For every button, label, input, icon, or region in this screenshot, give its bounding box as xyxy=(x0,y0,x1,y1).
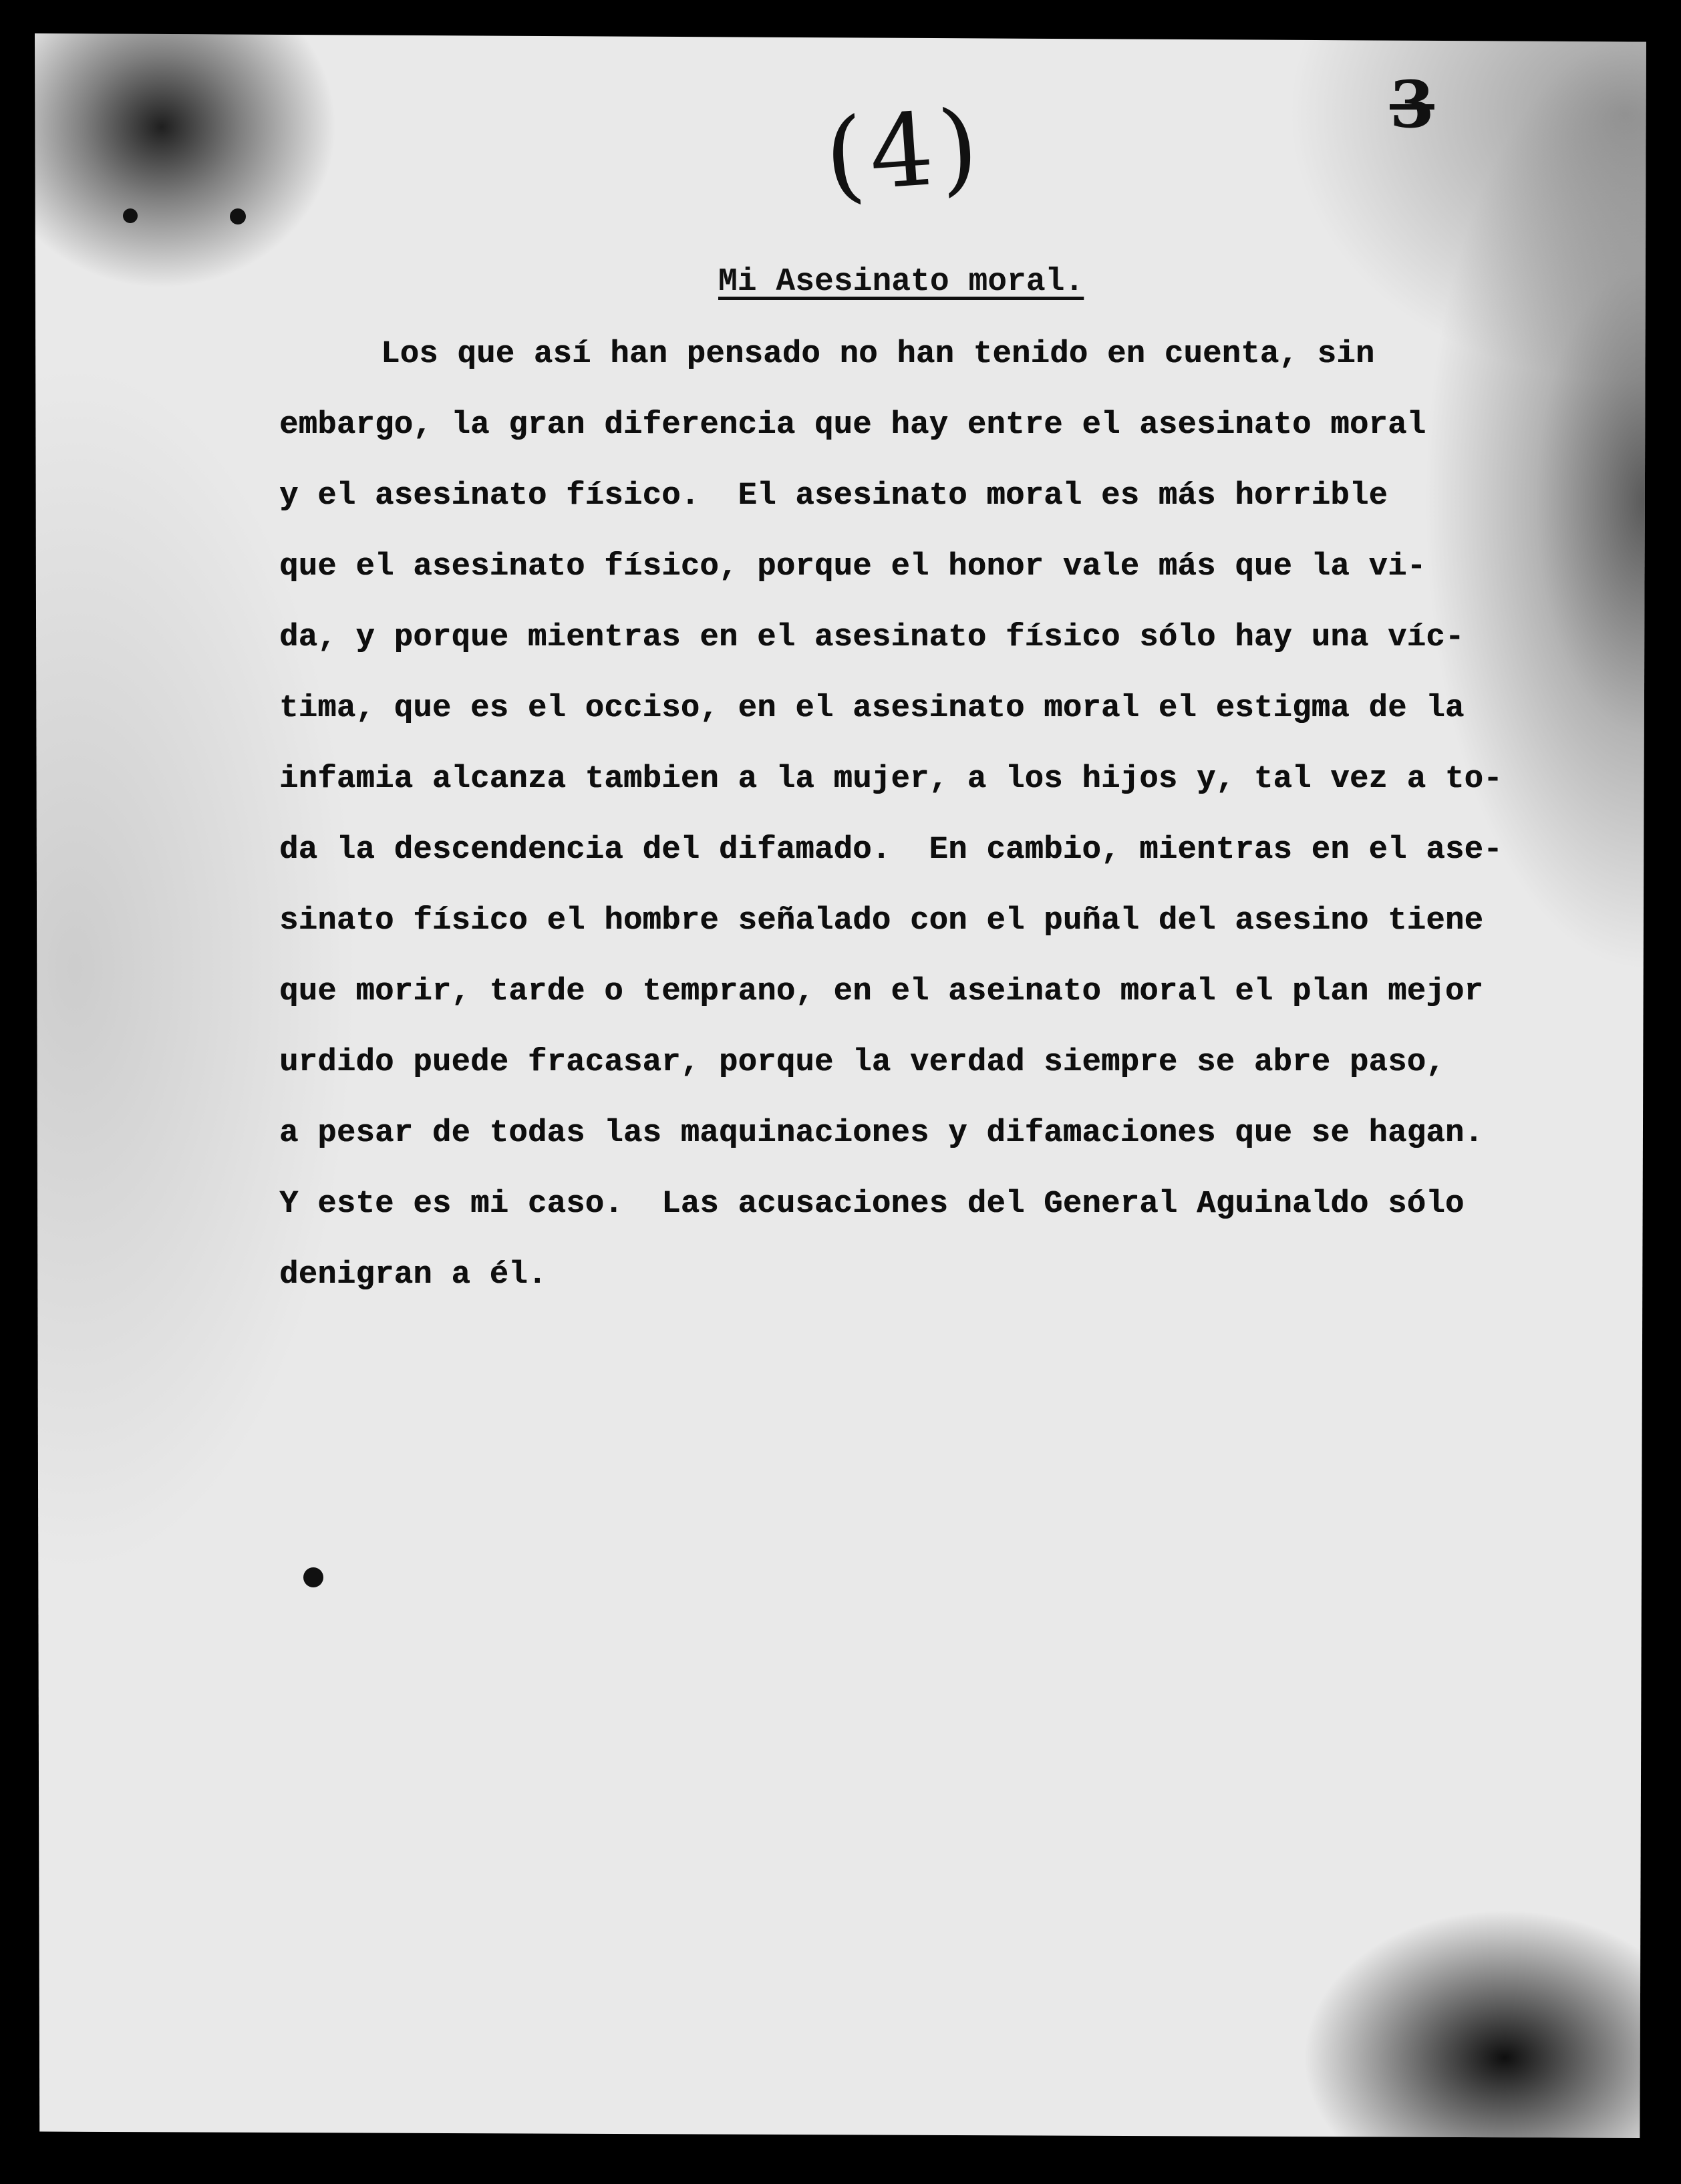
ink-spot xyxy=(123,208,138,223)
text-line: embargo, la gran diferencia que hay entre el asesinato moral xyxy=(279,408,1426,443)
text-line: Los que así han pensado no han tenido en cuenta, sin xyxy=(381,337,1375,372)
document-title: Mi Asesinato moral. xyxy=(718,264,1084,300)
text-line: y el asesinato físico. El asesinato moral es más horrible xyxy=(279,478,1388,514)
text-line: sinato físico el hombre señalado con el puñal del asesino tiene xyxy=(279,903,1484,939)
ink-spot xyxy=(303,1567,323,1587)
corner-page-mark: 3 xyxy=(1390,67,1434,142)
text-line: Y este es mi caso. Las acusaciones del General Aguinaldo sólo xyxy=(279,1187,1465,1222)
text-line: denigran a él. xyxy=(279,1257,547,1293)
text-line: que morir, tarde o temprano, en el aseinato moral el plan mejor xyxy=(279,974,1484,1009)
text-line: da la descendencia del difamado. En cambio, mientras en el ase- xyxy=(279,832,1503,868)
text-line: urdido puede fracasar, porque la verdad siempre se abre paso, xyxy=(279,1045,1445,1080)
text-line: tima, que es el occiso, en el asesinato moral el estigma de la xyxy=(279,691,1465,726)
handwritten-page-number: (4) xyxy=(821,88,987,216)
text-line: a pesar de todas las maquinaciones y difamaciones que se hagan. xyxy=(279,1116,1484,1151)
body-paragraph xyxy=(279,331,1589,1322)
text-line: da, y porque mientras en el asesinato físico sólo hay una víc- xyxy=(279,620,1465,655)
ink-spot xyxy=(230,208,246,224)
text-line: infamia alcanza tambien a la mujer, a los hijos y, tal vez a to- xyxy=(279,762,1503,797)
text-line: que el asesinato físico, porque el honor vale más que la vi- xyxy=(279,549,1426,585)
